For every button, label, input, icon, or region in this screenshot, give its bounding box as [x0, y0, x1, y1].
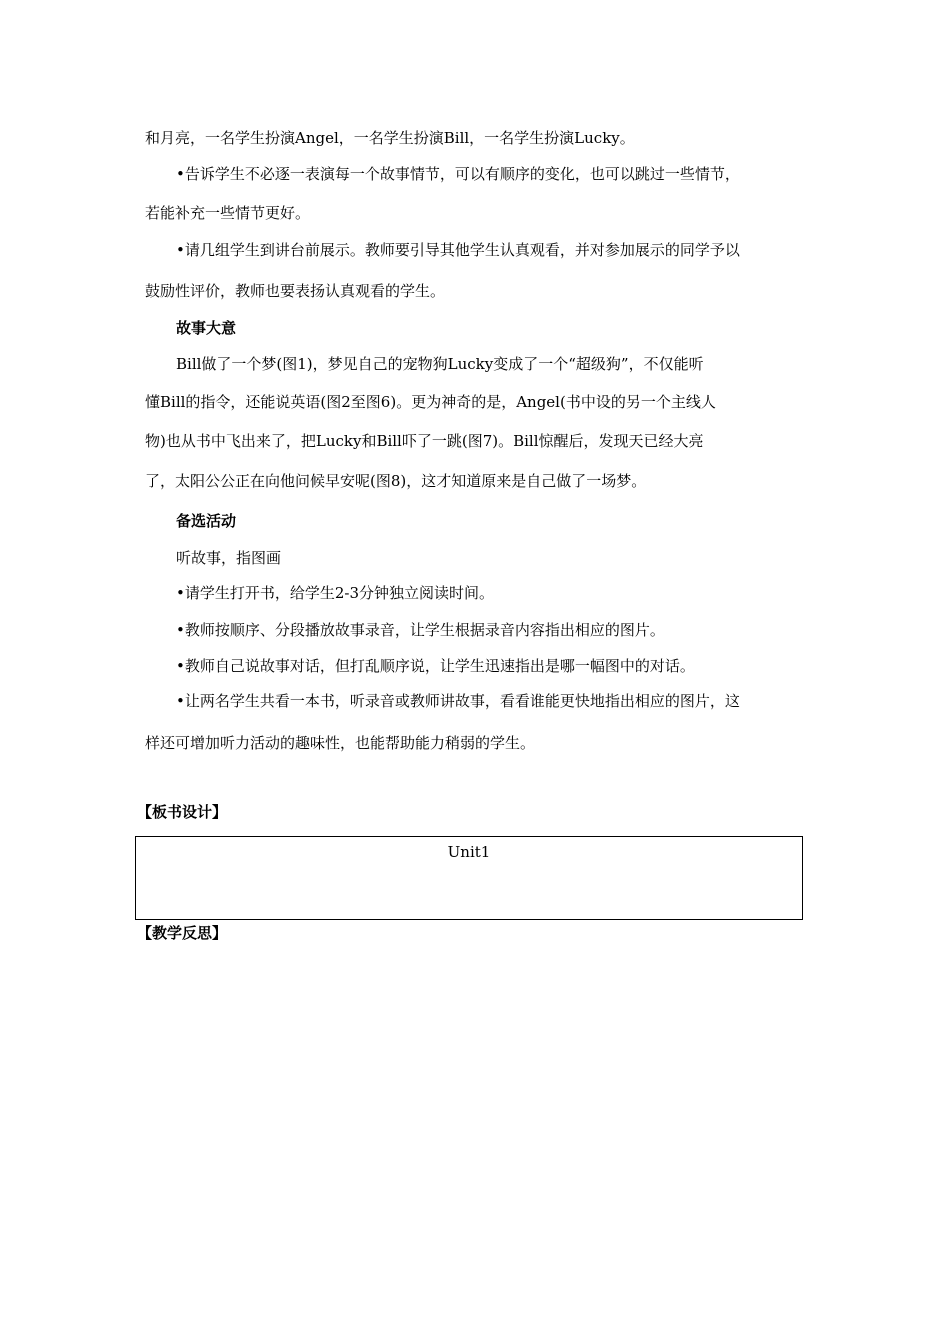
bullet-line: •请学生打开书，给学生2-3分钟独立阅读时间。: [176, 584, 495, 602]
board-design-box: [135, 836, 803, 920]
bullet-line: •教师自己说故事对话，但打乱顺序说，让学生迅速指出是哪一幅图中的对话。: [176, 657, 695, 675]
paragraph-line: 物)也从书中飞出来了，把Lucky和Bill吓了一跳(图7)。Bill惊醒后，发现天已经大亮: [145, 432, 704, 450]
alt-activity-subtitle: 听故事，指图画: [176, 549, 282, 567]
bullet-line: •告诉学生不必逐一表演每一个故事情节，可以有顺序的变化，也可以跳过一些情节，: [176, 165, 740, 183]
paragraph-line: 鼓励性评价，教师也要表扬认真观看的学生。: [145, 282, 446, 300]
bullet-line: •让两名学生共看一本书，听录音或教师讲故事，看看谁能更快地指出相应的图片，这: [176, 692, 740, 710]
bullet-line: •请几组学生到讲台前展示。教师要引导其他学生认真观看，并对参加展示的同学予以: [176, 241, 740, 259]
paragraph-line: 了，太阳公公正在向他问候早安呢(图8)，这才知道原来是自己做了一场梦。: [145, 472, 647, 490]
board-design-heading: 【板书设计】: [137, 803, 228, 821]
paragraph-line: 和月亮，一名学生扮演Angel，一名学生扮演Bill，一名学生扮演Lucky。: [145, 129, 635, 147]
paragraph-line: 若能补充一些情节更好。: [145, 204, 311, 222]
board-title: Unit1: [447, 843, 491, 861]
story-heading: 故事大意: [176, 319, 237, 337]
reflection-heading: 【教学反思】: [137, 924, 228, 942]
paragraph-line: 样还可增加听力活动的趣味性，也能帮助能力稍弱的学生。: [145, 734, 536, 752]
paragraph-line: Bill做了一个梦(图1)，梦见自己的宠物狗Lucky变成了一个“超级狗”，不仅能听: [176, 355, 704, 373]
alt-activity-heading: 备选活动: [176, 512, 237, 530]
bullet-line: •教师按顺序、分段播放故事录音，让学生根据录音内容指出相应的图片。: [176, 621, 665, 639]
paragraph-line: 懂Bill的指令，还能说英语(图2至图6)。更为神奇的是，Angel(书中设的另一个主线人: [145, 393, 716, 411]
